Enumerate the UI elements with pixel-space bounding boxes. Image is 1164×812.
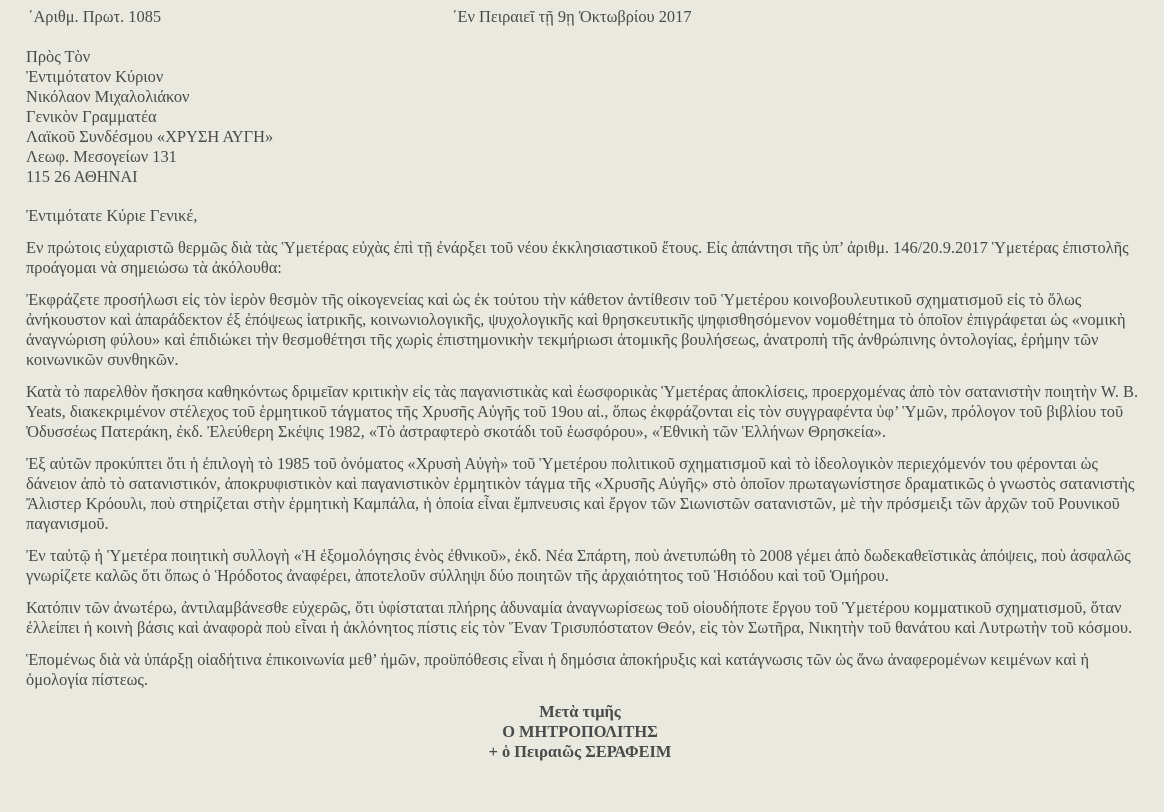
letter-date: ᾿Εν Πειραιεῖ τῇ 9ῃ Ὀκτωβρίου 2017: [452, 7, 692, 26]
addressee-block: [26, 47, 1146, 187]
addressee-line: Λεωφ. Μεσογείων 131: [26, 147, 177, 166]
signatory-title: Ο ΜΗΤΡΟΠΟΛΙΤΗΣ: [502, 722, 658, 741]
closing-block: [26, 702, 1134, 762]
letter-page: [26, 7, 1146, 762]
addressee-line: Πρὸς Τὸν: [26, 47, 91, 66]
closing-regards: Μετὰ τιμῆς: [539, 702, 621, 721]
addressee-line: Ἐντιμότατον Κύριον: [26, 67, 164, 86]
protocol-number: ᾿Αριθμ. Πρωτ. 1085: [28, 7, 162, 26]
body-paragraph: Κατόπιν τῶν ἀνωτέρω, ἀντιλαμβάνεσθε εὐχερῶς, ὅτι ὑφίσταται πλήρης ἀδυναμία ἀναγνωρίσεως τοῦ οἱουδήποτε ἔργου τοῦ Ὑμετέρου κομματικοῦ σχηματισμοῦ, ὅταν ἐλλείπει ἡ κοινὴ βάσις καὶ ἀναφορὰ ποὺ εἶναι ἡ ἀκλόνητος πίστις εἰς τὸν Ἕναν Τρισυπόστατον Θεόν, εἰς τὸν Σωτῆρα, Νικητὴν τοῦ θανάτου καὶ Λυτρωτὴν τοῦ κόσμου.: [26, 598, 1133, 637]
addressee-line: Λαϊκοῦ Συνδέσμου «ΧΡΥΣΗ ΑΥΓΗ»: [26, 127, 274, 146]
addressee-line: 115 26 ΑΘΗΝΑΙ: [26, 167, 138, 186]
salutation: Ἐντιμότατε Κύριε Γενικέ,: [26, 206, 198, 225]
body-paragraph: Εν πρώτοις εὐχαριστῶ θερμῶς διὰ τὰς Ὑμετέρας εὐχὰς ἐπὶ τῇ ἐνάρξει τοῦ νέου ἐκκλησιαστικοῦ ἔτους. Εἰς ἀπάντησι τῆς ὑπ’ ἀριθμ. 146/20.9.2017 Ὑμετέρας ἐπιστολῆς προάγομαι νὰ σημειώσω τὰ ἀκόλουθα:: [26, 238, 1129, 277]
letter-header: [26, 7, 1146, 27]
body-paragraph: Ἑπομένως διὰ νὰ ὑπάρξῃ οἱαδήτινα ἐπικοινωνία μεθ’ ἡμῶν, προϋπόθεσις εἶναι ἡ δημόσια ἀποκήρυξις καὶ κατάγνωσις τῶν ὡς ἄνω ἀναφερομένων κειμένων καὶ ἡ ὁμολογία πίστεως.: [26, 650, 1090, 689]
body-paragraph: Κατὰ τὸ παρελθὸν ἤσκησα καθηκόντως δριμεῖαν κριτικὴν εἰς τὰς παγανιστικὰς καὶ ἑωσφορικὰς Ὑμετέρας ἀποκλίσεις, προερχομένας ἀπὸ τὸν σατανιστὴν ποιητὴν W. B. Yeats, διακεκριμένον στέλεχος τοῦ ἑρμητικοῦ τάγματος τῆς Χρυσῆς Αὐγῆς τοῦ 19ου αἰ., ὅπως ἐκφράζονται εἰς τὸν συγγραφέντα ὑφ’ Ὑμῶν, πρόλογον τοῦ βιβλίου τοῦ Ὀδυσσέως Πατεράκη, ἐκδ. Ἐλεύθερη Σκέψις 1982, «Τὸ ἀστραφτερὸ σκοτάδι τοῦ ἑωσφόρου», «Ἐθνικὴ τῶν Ἑλλήνων Θρησκεία».: [26, 382, 1139, 441]
body-paragraph: Ἐξ αὐτῶν προκύπτει ὅτι ἡ ἐπιλογὴ τὸ 1985 τοῦ ὀνόματος «Χρυσὴ Αὐγὴ» τοῦ Ὑμετέρου πολιτικοῦ σχηματισμοῦ καὶ τὸ ἰδεολογικὸν περιεχόμενόν του φέρονται ὡς δάνειον ἀπὸ τὸ σατανιστικόν, ἀποκρυφιστικὸν καὶ παγανιστικὸν ἑρμητικὸν τάγμα τῆς «Χρυσῆς Αὐγῆς» στὸ ὁποῖον πρωταγωνίστησε δραματικῶς ὁ γνωστὸς σατανιστὴς Ἄλιστερ Κρόουλι, ποὺ στηρίζεται στὴν ἑρμητικὴ Καμπάλα, ἡ ὁποία εἶναι ἔμπνευσις καὶ ἔργον τῶν Σιωνιστῶν σατανιστῶν, μὲ τὴν πρόσμειξι τῶν ἀρχῶν τοῦ Ρουνικοῦ παγανισμοῦ.: [26, 454, 1135, 533]
addressee-line: Νικόλαον Μιχαλολιάκον: [26, 87, 190, 106]
body-paragraph: Ἐκφράζετε προσήλωσι εἰς τὸν ἱερὸν θεσμὸν τῆς οἰκογενείας καὶ ὡς ἐκ τούτου τὴν κάθετον ἀντίθεσιν τοῦ Ὑμετέρου κοινοβουλευτικοῦ σχηματισμοῦ εἰς τὸ ὅλως ἀνήκουστον καὶ ἀπαράδεκτον ἐξ ἐπόψεως ἰατρικῆς, κοινωνιολογικῆς, ψυχολογικῆς καὶ θρησκευτικῆς ψηφισθησόμενον νομοθέτημα τὸ ὁποῖον ἐπιγράφεται ὡς «νομικὴ ἀναγνώριση φύλου» καὶ ἐπιδιώκει τὴν θεσμοθέτησι τῆς χωρὶς ἐπιστημονικὴν τεκμήριωσι ἀτομικῆς βουλήσεως, ἀνατροπὴ τῆς ἀνθρώπινης ὀντολογίας, ἐρήμην τῶν κοινωνικῶν συνθηκῶν.: [26, 290, 1126, 369]
signatory-name: + ὁ Πειραιῶς ΣΕΡΑΦΕΙΜ: [488, 742, 672, 761]
addressee-line: Γενικὸν Γραμματέα: [26, 107, 157, 126]
body-paragraph: Ἐν ταὐτῷ ἡ Ὑμετέρα ποιητικὴ συλλογὴ «Ἡ ἐξομολόγησις ἑνὸς ἐθνικοῦ», ἐκδ. Νέα Σπάρτη, ποὺ ἀνετυπώθη τὸ 2008 γέμει ἀπὸ δωδεκαθεϊστικὰς ἀπόψεις, ποὺ ἀσφαλῶς γνωρίζετε καλῶς ὅτι ὅπως ὁ Ἡρόδοτος ἀναφέρει, ἀποτελοῦν σύλληψι δύο ποιητῶν τῆς ἀρχαιότητος τοῦ Ἡσιόδου καὶ τοῦ Ὁμήρου.: [26, 546, 1131, 585]
